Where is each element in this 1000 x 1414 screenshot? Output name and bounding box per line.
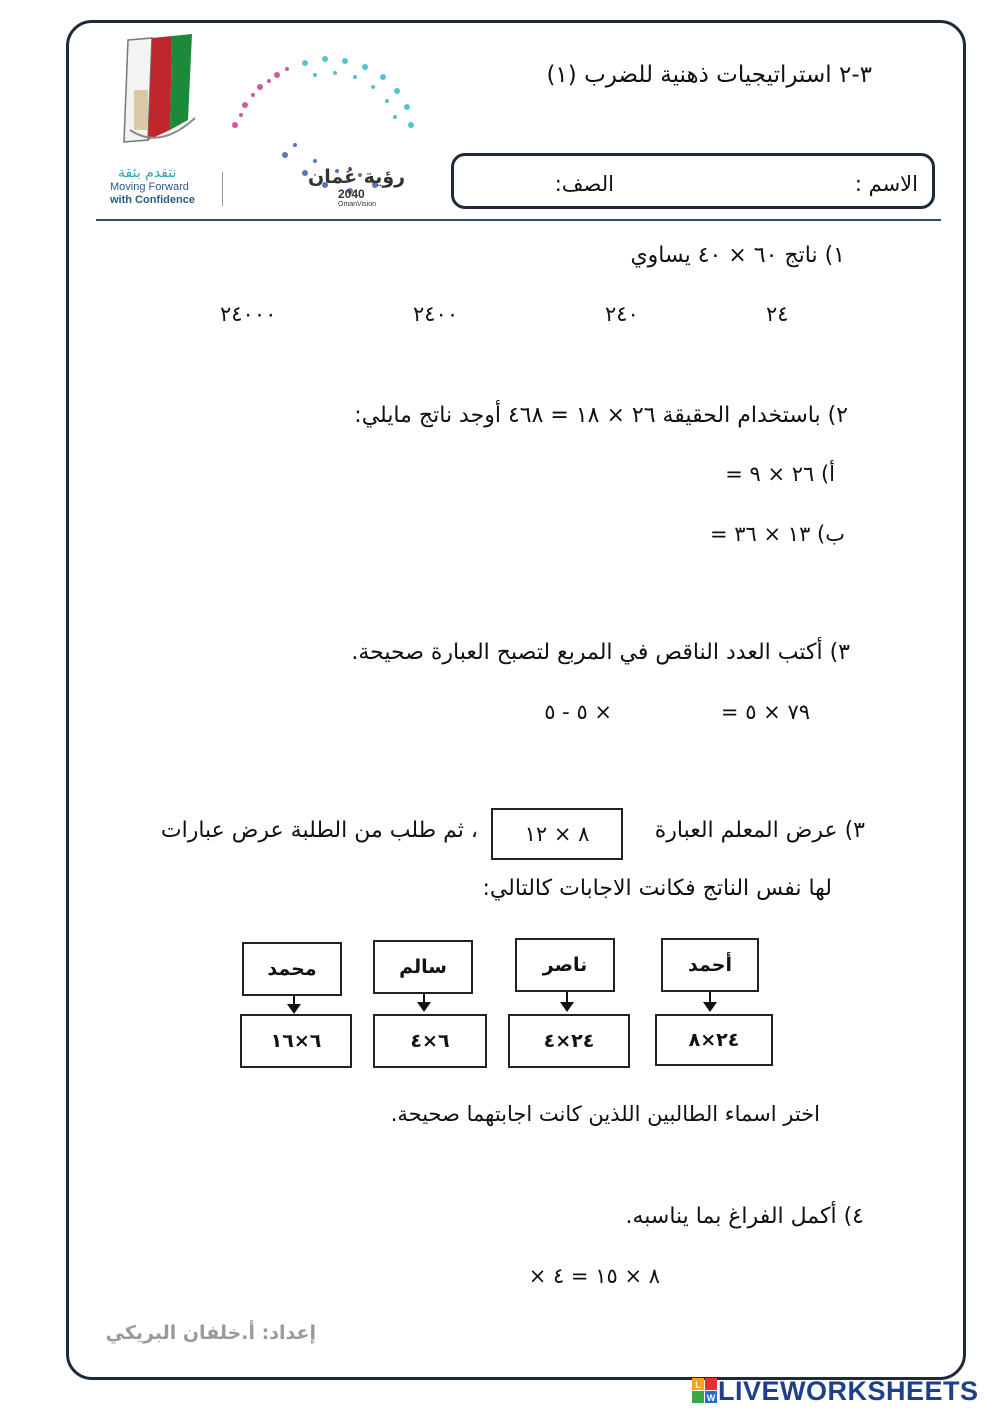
student-answer-box-1[interactable] <box>655 1014 773 1066</box>
q2-question: ٢) باستخدام الحقيقة ٢٦ × ١٨ = ٤٦٨ أوجد ناتج مايلي: <box>354 403 848 428</box>
logo-prefix-w: W <box>706 1393 716 1403</box>
q3b-text-part1: ٣) عرض المعلم العبارة <box>654 818 865 843</box>
q4-question: ٤) أكمل الفراغ بما يناسبه. <box>625 1204 864 1229</box>
q1-question: ١) ناتج ٦٠ × ٤٠ يساوي <box>630 243 845 268</box>
q2-part-a: أ) ٢٦ × ٩ = <box>725 462 835 486</box>
arrow-head-1 <box>703 1002 717 1012</box>
q4-blank-input[interactable] <box>390 1260 470 1292</box>
student-name-3: سالم <box>399 956 447 978</box>
q3b-text-line2: لها نفس الناتج فكانت الاجابات كالتالي: <box>482 876 832 901</box>
author-credit: إعداد: أ.خلفان البريكي <box>105 1322 316 1344</box>
q4-equation: ٨ × ١٥ = ٤ × <box>528 1264 660 1288</box>
q3b-instruction: اختر اسماء الطالبين اللذين كانت اجابتهما صحيحة. <box>390 1102 820 1126</box>
name-input[interactable] <box>640 165 830 199</box>
q2-part-b: ب) ١٣ × ٣٦ = <box>710 522 845 546</box>
q3b-expression-box <box>491 808 623 860</box>
student-name-4: محمد <box>267 958 317 980</box>
student-answer-2: ٢٤×٤ <box>543 1030 595 1052</box>
student-name-1: أحمد <box>688 954 732 976</box>
logo-arabic-tagline: نتقدم بثقة <box>118 165 177 181</box>
q2-answer-b-input[interactable] <box>560 518 660 550</box>
logo-tagline-line1: Moving Forward <box>110 181 189 193</box>
student-name-box-2 <box>515 938 615 992</box>
q1-option-1[interactable]: ٢٤ <box>766 302 789 326</box>
student-answer-box-3[interactable] <box>373 1014 487 1068</box>
q3-question: ٣) أكتب العدد الناقص في المربع لتصبح العبارة صحيحة. <box>351 640 850 665</box>
logo-tagline-line2: with Confidence <box>110 194 195 206</box>
name-label: الاسم : <box>854 172 918 196</box>
student-answer-box-4[interactable] <box>240 1014 352 1068</box>
student-name-box-3 <box>373 940 473 994</box>
liveworksheets-brand[interactable]: LIVEWORKSHEETS <box>718 1376 979 1406</box>
q2-answer-a-input[interactable] <box>560 458 660 490</box>
student-name-box-1 <box>661 938 759 992</box>
arrow-head-4 <box>287 1004 301 1014</box>
student-name-2: ناصر <box>542 954 588 976</box>
arrow-head-2 <box>560 1002 574 1012</box>
arrow-head-3 <box>417 1002 431 1012</box>
worksheet-frame <box>66 20 966 1380</box>
student-answer-1: ٢٤×٨ <box>688 1029 740 1051</box>
vision-year: 2040 <box>338 187 365 201</box>
student-answer-box-2[interactable] <box>508 1014 630 1068</box>
q1-option-4[interactable]: ٢٤٠٠٠ <box>220 302 277 326</box>
worksheet-title: ٣-٢ استراتيجيات ذهنية للضرب (١) <box>546 62 872 88</box>
vision-subtitle: OmanVision <box>338 201 377 208</box>
logo-prefix-l: L <box>695 1380 701 1390</box>
oman-vision-dots-graphic <box>215 35 445 215</box>
student-name-box-4 <box>242 942 342 996</box>
class-label: الصف: <box>554 172 614 196</box>
q3-equation-left: × ٥ - ٥ <box>544 700 612 724</box>
q3-equation-right: ٧٩ × ٥ = <box>720 700 810 724</box>
liveworksheets-logo-icon <box>692 1378 718 1404</box>
q3b-expression: ٨ × ١٢ <box>524 822 590 846</box>
student-answer-3: ٦×٤ <box>410 1030 450 1052</box>
q1-option-2[interactable]: ٢٤٠ <box>605 302 639 326</box>
student-answer-4: ٦×١٦ <box>270 1030 322 1052</box>
q1-option-3[interactable]: ٢٤٠٠ <box>413 302 459 326</box>
header-divider <box>96 219 941 221</box>
q3-missing-number-input[interactable] <box>620 696 690 728</box>
vision-arabic-title: رؤية عُمان <box>308 166 406 188</box>
q3b-text-part2: ، ثم طلب من الطلبة عرض عبارات <box>160 818 478 843</box>
class-input[interactable] <box>470 165 540 199</box>
